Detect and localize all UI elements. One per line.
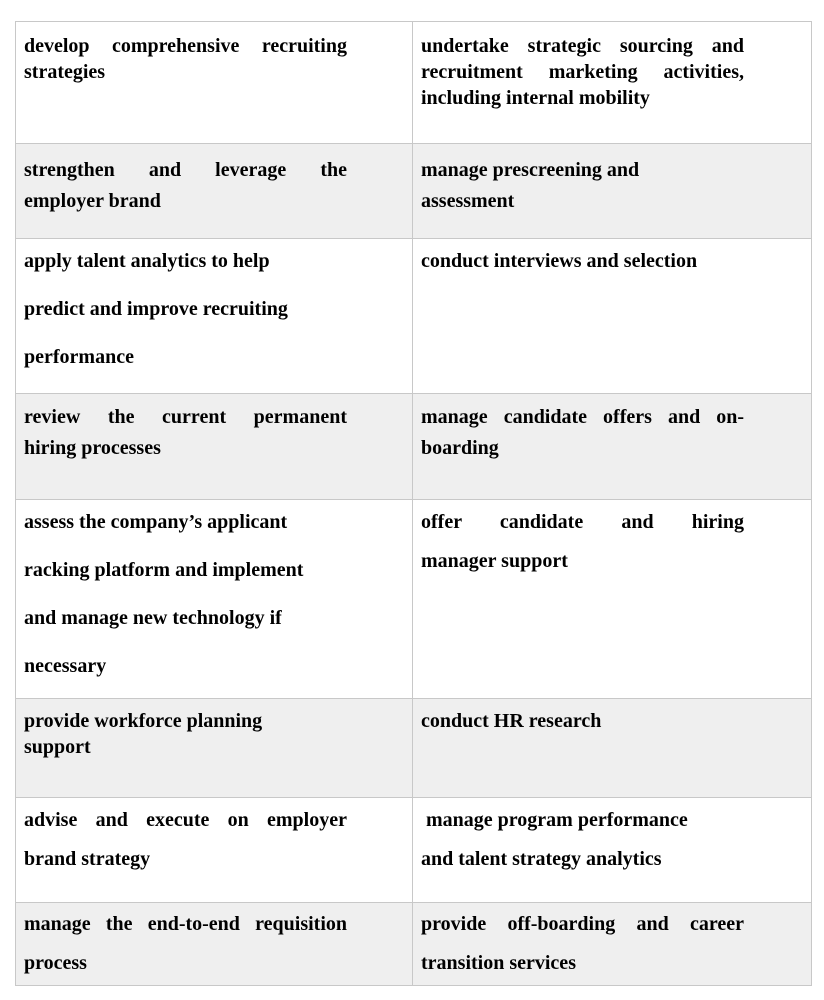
table-cell-left [16,903,413,986]
cell-text-line: assessment [421,190,515,212]
cell-text-line: necessary [24,655,107,677]
services-table [15,21,812,986]
cell-text-line: employer brand [24,190,161,212]
cell-text-line: predict and improve recruiting [24,298,288,320]
cell-text-line: racking platform and implement [24,559,304,581]
table-row [16,798,812,903]
cell-text-line: manager support [421,550,568,572]
cell-text-line: manage program performance [421,809,688,831]
cell-text-line: including internal mobility [421,87,650,109]
cell-text-line: develop comprehensive recruiting [24,35,347,57]
cell-text-line: and talent strategy analytics [421,848,662,870]
cell-text-line: and manage new technology if [24,607,282,629]
cell-text-line: offer candidate and hiring [421,511,744,533]
table-cell-right [413,903,812,986]
table-cell-right [413,699,812,798]
table-cell-left [16,699,413,798]
table-row [16,903,812,986]
table-cell-left [16,22,413,144]
table-cell-left [16,394,413,500]
cell-text-line: brand strategy [24,848,151,870]
cell-text-line: conduct interviews and selection [421,250,698,272]
cell-text-line: recruitment marketing activities, [421,61,744,83]
cell-text-line: performance [24,346,134,368]
table-row [16,239,812,394]
cell-text-line: provide off-boarding and career [421,913,744,935]
table-cell-left [16,798,413,903]
cell-text-line: conduct HR research [421,710,602,732]
cell-text-line: manage the end-to-end requisition [24,913,347,935]
table-cell-right [413,500,812,699]
cell-text-line: support [24,736,91,758]
cell-text-line: hiring processes [24,437,161,459]
cell-text-line: manage prescreening and [421,159,640,181]
cell-text-line: manage candidate offers and on- [421,406,744,428]
cell-text-line: process [24,952,87,974]
table-row [16,699,812,798]
cell-text-line: transition services [421,952,576,974]
table-cell-right [413,144,812,239]
table-cell-left [16,500,413,699]
table-cell-right [413,798,812,903]
cell-text-line: advise and execute on employer [24,809,347,831]
cell-text-line: assess the company’s applicant [24,511,288,533]
table-cell-left [16,239,413,394]
cell-text-line: boarding [421,437,499,459]
cell-text-line: undertake strategic sourcing and [421,35,744,57]
table-row [16,394,812,500]
table-cell-right [413,394,812,500]
cell-text-line: provide workforce planning [24,710,263,732]
table-row [16,500,812,699]
cell-text-line: review the current permanent [24,406,347,428]
cell-text-line: apply talent analytics to help [24,250,270,272]
table-cell-left [16,144,413,239]
table-cell-right [413,239,812,394]
table-row [16,144,812,239]
table-cell-right [413,22,812,144]
cell-text-line: strategies [24,61,106,83]
table-row [16,22,812,144]
cell-text-line: strengthen and leverage the [24,159,347,181]
